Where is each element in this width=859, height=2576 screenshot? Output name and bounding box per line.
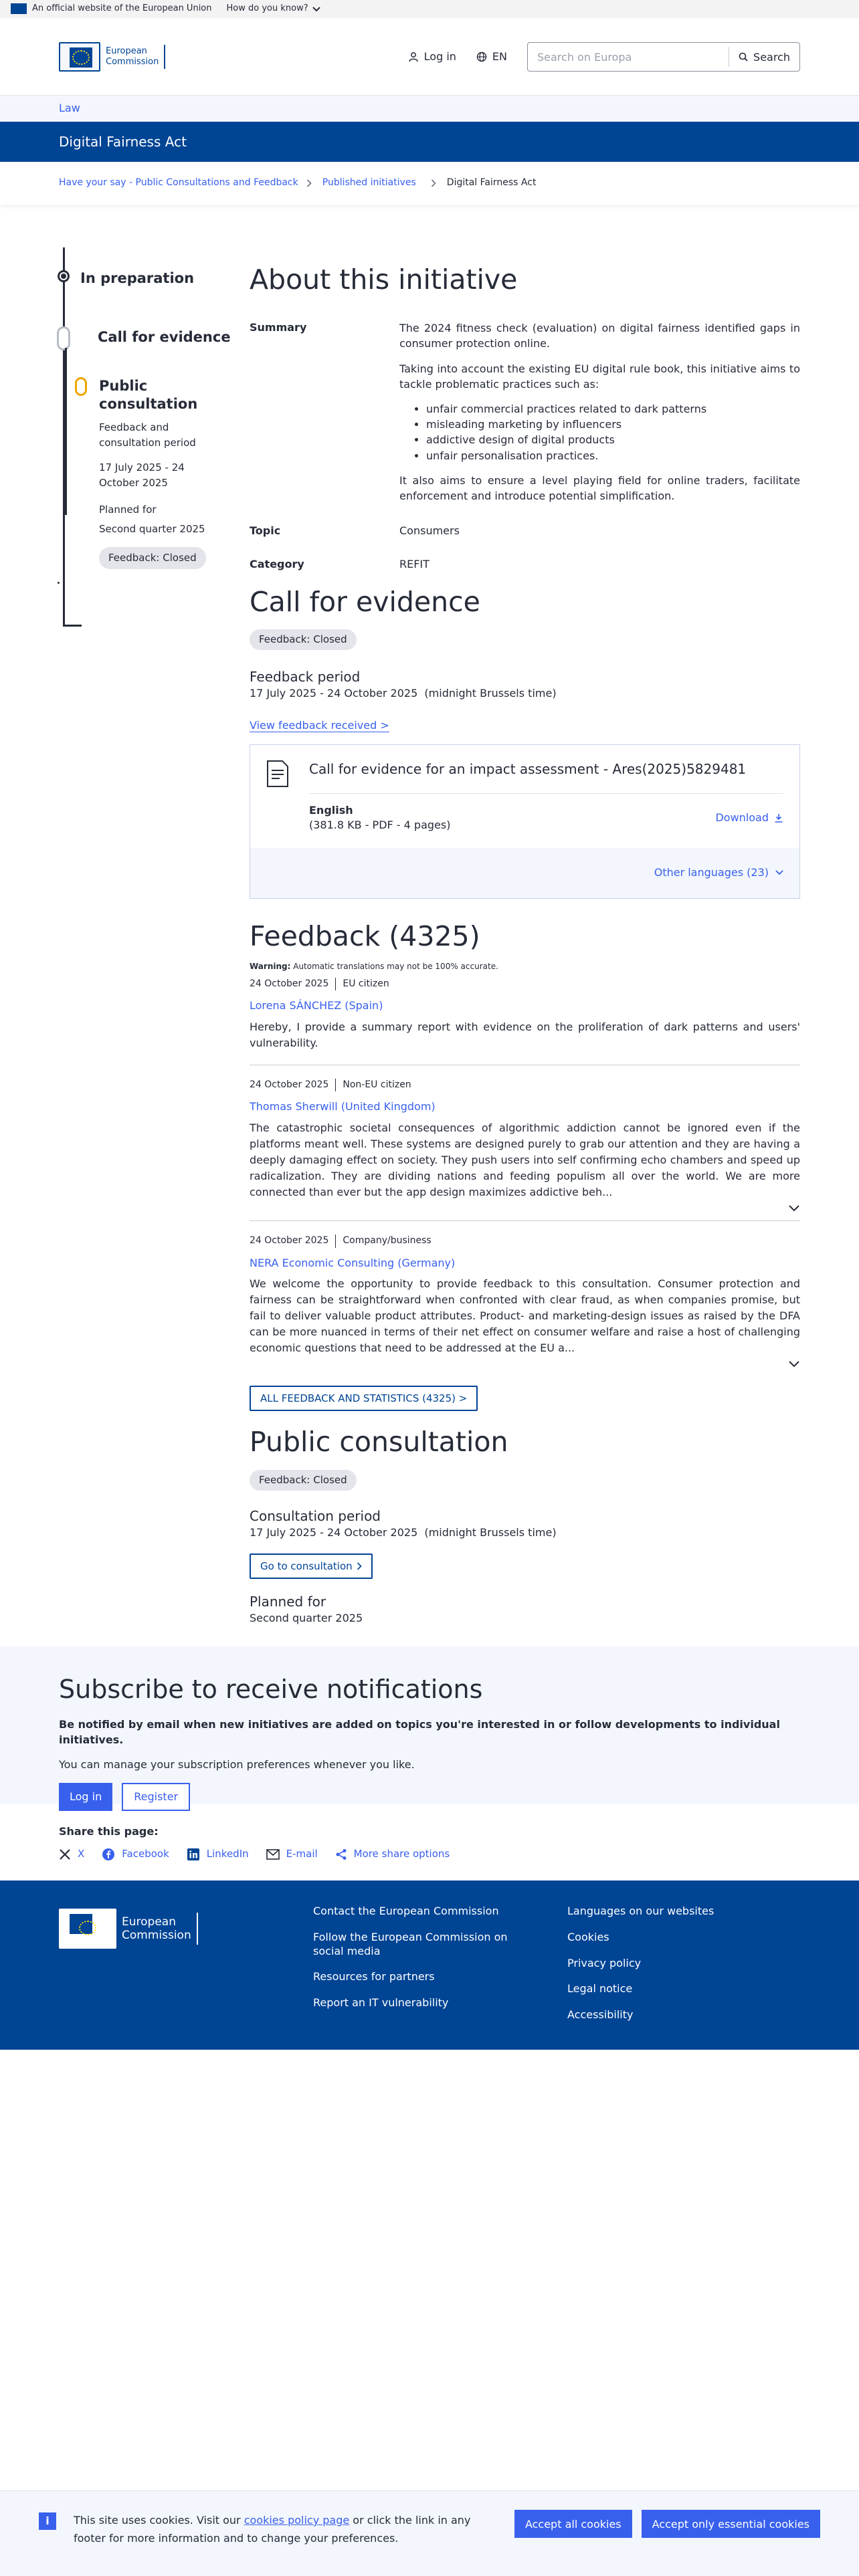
cookie-banner xyxy=(0,2490,859,2576)
feedback-date: 24 October 2025 xyxy=(250,1079,329,1090)
summary-value xyxy=(399,320,800,513)
timeline-small-dot xyxy=(58,582,60,584)
timeline-meta3-line1: Planned for xyxy=(99,504,157,516)
accept-all-cookies-button[interactable]: Accept all cookies xyxy=(514,2510,632,2538)
subscribe-heading: Subscribe to receive notifications xyxy=(59,1675,483,1704)
timeline-period-dates xyxy=(99,460,185,490)
summary-row xyxy=(250,320,800,513)
public-consultation-heading: Public consultation xyxy=(250,1426,508,1459)
download-link[interactable] xyxy=(715,811,783,825)
share-x-link[interactable] xyxy=(59,1847,84,1861)
consultation-period-value: 17 July 2025 - 24 October 2025 (midnight Brussels time) xyxy=(250,1525,557,1539)
go-to-consultation-wrap xyxy=(250,1553,800,1579)
timeline-dot-in-preparation-icon xyxy=(58,270,70,282)
footer-column-1 xyxy=(313,1905,541,2022)
summary-label: Summary xyxy=(250,321,307,334)
search-button-label: Search xyxy=(753,50,790,64)
warning-label: Warning: xyxy=(250,961,291,971)
timeline-status-badge-wrap xyxy=(99,547,206,569)
logo-text xyxy=(106,45,165,69)
feedback-author-wrap xyxy=(250,1256,800,1271)
share-section xyxy=(59,1824,450,1861)
share-linkedin-link[interactable] xyxy=(187,1847,249,1861)
cookie-text-2: or click the link in any footer for more information and to change your preferences. xyxy=(74,2514,471,2545)
feedback-item xyxy=(250,1079,800,1221)
feedback-period-value: 17 July 2025 - 24 October 2025 (midnight Brussels time) xyxy=(250,687,557,700)
search-box xyxy=(527,42,800,72)
info-icon: i xyxy=(39,2512,56,2530)
feedback-user-type: Company/business xyxy=(343,1235,432,1246)
call-for-evidence-heading: Call for evidence xyxy=(250,585,480,618)
category-value: REFIT xyxy=(399,558,430,571)
feedback-meta xyxy=(250,1235,800,1248)
official-site-bar xyxy=(0,0,859,18)
expand-chevron-icon[interactable] xyxy=(788,1204,800,1212)
site-header xyxy=(0,18,859,95)
subscribe-login-button[interactable]: Log in xyxy=(59,1783,112,1811)
footer-link[interactable]: Resources for partners xyxy=(313,1970,435,1983)
list-item: • addictive design of digital products xyxy=(426,432,800,447)
subscribe-sub: You can manage your subscription preferences whenever you like. xyxy=(59,1757,415,1771)
feedback-text: We welcome the opportunity to provide feedback to this consultation. Consumer protection and fairness can be straightforward when confronted with clear fraud, as when companies promise, but fail to deliver valuable product attributes. Product- and marketing-design issues as raised by the DFA can be more nuanced in terms of their net effect on consumer welfare and raise a host of challenging economic questions that need to be addressed at the EU a... xyxy=(250,1277,800,1354)
timeline-meta2-line1: 17 July 2025 - 24 xyxy=(99,461,185,473)
timeline-meta2-line2: October 2025 xyxy=(99,476,168,489)
status-badge: Feedback: Closed xyxy=(250,1470,357,1491)
footer-link[interactable]: Contact the European Commission xyxy=(313,1905,499,1917)
chevron-down-icon xyxy=(312,7,320,12)
all-feedback-button[interactable]: ALL FEEDBACK AND STATISTICS (4325) > xyxy=(250,1386,478,1411)
globe-icon xyxy=(476,51,487,62)
feedback-author-link[interactable]: Lorena SÁNCHEZ (Spain) xyxy=(250,999,383,1012)
all-feedback-wrap xyxy=(250,1386,800,1411)
official-eu-text: An official website of the European Union xyxy=(32,3,212,14)
share-facebook-label: Facebook xyxy=(122,1848,169,1860)
share-more-label: More share options xyxy=(353,1848,450,1860)
footer-link[interactable]: Cookies xyxy=(567,1930,609,1943)
feedback-author-wrap xyxy=(250,998,800,1013)
consultation-period-label: Consultation period xyxy=(250,1507,381,1524)
footer-link[interactable]: Report an IT vulnerability xyxy=(313,1996,449,2010)
subscribe-section xyxy=(0,1646,859,1804)
feedback-meta xyxy=(250,1079,800,1092)
other-languages-toggle[interactable] xyxy=(654,865,783,880)
share-email-link[interactable] xyxy=(266,1847,318,1861)
share-x-label: X xyxy=(78,1848,85,1860)
summary-paragraph-1: The 2024 fitness check (evaluation) on digital fairness identified gaps in consumer protection online. xyxy=(399,322,800,350)
feedback-item xyxy=(250,1235,800,1372)
go-to-consultation-button[interactable] xyxy=(250,1553,373,1579)
share-icon xyxy=(335,1848,347,1860)
expand-chevron-icon[interactable] xyxy=(788,1360,800,1368)
breadcrumb-item-published-initiatives[interactable]: Published initiatives xyxy=(322,177,416,189)
status-badge: Feedback: Closed xyxy=(99,547,206,569)
footer-link[interactable]: Accessibility xyxy=(567,2008,634,2022)
breadcrumb-item-have-your-say[interactable]: Have your say - Public Consultations and Feedback xyxy=(59,177,298,189)
login-link[interactable] xyxy=(408,49,456,64)
timeline-meta3-line2: Second quarter 2025 xyxy=(99,523,205,536)
footer-logo-line1: European xyxy=(122,1915,176,1929)
ec-logo-mark-icon xyxy=(59,1909,116,1949)
planned-for-label: Planned for xyxy=(250,1593,326,1610)
about-heading: About this initiative xyxy=(250,263,518,296)
document-file-icon xyxy=(266,760,293,833)
share-links xyxy=(59,1847,450,1861)
feedback-date: 24 October 2025 xyxy=(250,978,329,989)
other-languages-bar xyxy=(250,848,799,898)
timeline-step-call-for-evidence[interactable]: Call for evidence xyxy=(98,329,231,345)
cookie-message xyxy=(74,2511,488,2547)
breadcrumb-current: Digital Fairness Act xyxy=(446,177,537,189)
document-language-info xyxy=(309,803,450,833)
document-card xyxy=(250,744,800,899)
feedback-item xyxy=(250,978,800,1065)
footer-column-2 xyxy=(567,1905,795,2034)
topic-label: Topic xyxy=(250,524,281,538)
cookie-text-1: This site uses cookies. Visit our xyxy=(74,2514,244,2527)
timeline-planned-for xyxy=(99,500,205,540)
page-title: Digital Fairness Act xyxy=(59,134,187,150)
feedback-heading: Feedback (4325) xyxy=(250,920,480,952)
search-input[interactable] xyxy=(528,43,729,71)
expand-row xyxy=(250,1358,800,1372)
public-consultation-title-line2: consultation xyxy=(99,396,198,413)
feedback-meta xyxy=(250,978,800,991)
view-feedback-wrap xyxy=(250,718,800,733)
category-row xyxy=(250,557,800,572)
timeline-meta1-line2: consultation period xyxy=(99,436,196,449)
cookies-policy-link[interactable]: cookies policy page xyxy=(244,2514,350,2527)
footer-link[interactable]: Privacy policy xyxy=(567,1956,642,1969)
feedback-date: 24 October 2025 xyxy=(250,1235,329,1246)
expand-row xyxy=(250,1202,800,1216)
share-heading: Share this page: xyxy=(59,1825,159,1838)
warning-text: Automatic translations may not be 100% accurate. xyxy=(290,961,498,971)
list-item: • unfair commercial practices related to dark patterns xyxy=(426,401,800,417)
breadcrumb xyxy=(0,162,859,205)
feedback-text: Hereby, I provide a summary report with evidence on the proliferation of dark patterns and users' vulnerability. xyxy=(250,1020,800,1049)
law-link[interactable]: Law xyxy=(59,102,80,115)
summary-paragraph-2: Taking into account the existing EU digital rule book, this initiative aims to tackle problematic practices such as: xyxy=(399,362,800,391)
topic-value: Consumers xyxy=(399,524,460,538)
list-item: • unfair personalisation practices. xyxy=(426,448,800,463)
law-nav-bar xyxy=(0,95,859,122)
subscribe-register-button[interactable]: Register xyxy=(122,1783,190,1811)
site-footer xyxy=(0,1881,859,2050)
footer-logo[interactable] xyxy=(59,1910,198,1947)
document-main xyxy=(309,760,783,833)
feedback-user-type: Non-EU citizen xyxy=(343,1079,411,1090)
share-linkedin-label: LinkedIn xyxy=(206,1848,249,1860)
user-icon xyxy=(408,51,419,62)
share-email-label: E-mail xyxy=(286,1848,318,1860)
feedback-period-label: Feedback period xyxy=(250,669,361,685)
footer-link[interactable]: Follow the European Commission on social media xyxy=(313,1930,508,1957)
login-label: Log in xyxy=(423,49,456,63)
chevron-right-icon xyxy=(306,179,312,187)
accept-essential-cookies-button[interactable]: Accept only essential cookies xyxy=(642,2510,820,2538)
how-do-you-know-label: How do you know? xyxy=(226,3,308,14)
other-languages-label: Other languages (23) xyxy=(654,865,769,879)
feedback-author-link[interactable]: Thomas Sherwill (United Kingdom) xyxy=(250,1100,436,1113)
feedback-author-wrap xyxy=(250,1099,800,1114)
go-to-consultation-label: Go to consultation xyxy=(260,1560,353,1572)
chevron-down-icon xyxy=(775,870,783,875)
download-icon xyxy=(774,813,783,823)
eu-flag-icon xyxy=(11,3,27,14)
initiative-content xyxy=(250,263,800,1626)
how-do-you-know-toggle[interactable] xyxy=(227,3,320,15)
main-content xyxy=(0,205,859,1676)
official-eu-text-wrap xyxy=(11,3,212,15)
feedback-author-link[interactable]: NERA Economic Consulting (Germany) xyxy=(250,1256,456,1269)
language-label: EN xyxy=(492,49,507,63)
view-feedback-link[interactable]: View feedback received > xyxy=(250,719,389,732)
logo-line2: Commission xyxy=(106,56,159,67)
planned-for-value: Second quarter 2025 xyxy=(250,1611,363,1624)
category-label: Category xyxy=(250,558,304,571)
document-language: English xyxy=(309,803,353,817)
logo-line1: European xyxy=(106,45,147,56)
timeline-step-in-preparation[interactable]: In preparation xyxy=(80,270,195,286)
document-title: Call for evidence for an impact assessment - Ares(2025)5829481 xyxy=(309,760,783,794)
public-consultation-title-line1: Public xyxy=(99,378,148,394)
timeline-step-public-consultation[interactable] xyxy=(99,377,197,414)
subscribe-lead: Be notified by email when new initiatives are added on topics you're interested in or follow developments to individual initiatives. xyxy=(59,1718,780,1747)
chevron-right-icon xyxy=(357,1562,362,1570)
ec-logo-mark-icon xyxy=(59,42,100,72)
share-facebook-link[interactable] xyxy=(102,1847,169,1861)
footer-link[interactable]: Languages on our websites xyxy=(567,1905,714,1917)
search-button[interactable] xyxy=(729,47,799,67)
download-label: Download xyxy=(715,811,769,824)
topic-row xyxy=(250,524,800,538)
share-more-link[interactable] xyxy=(335,1847,450,1861)
footer-logo-text xyxy=(122,1913,198,1945)
facebook-icon xyxy=(102,1848,115,1861)
list-item: • misleading marketing by influencers xyxy=(426,417,800,432)
timeline-branch xyxy=(65,348,81,515)
page-title-bar xyxy=(0,122,859,162)
x-icon xyxy=(59,1848,71,1860)
search-icon xyxy=(739,52,748,62)
header-actions xyxy=(408,42,800,72)
feedback-text: The catastrophic societal consequences of algorithmic addiction cannot be ignored even if the platforms meant well. These systems are designed purely to grab our attention and they are having a deeply damaging effect on society. They push users into self confirming echo chambers and speed up radicalization. They are dividing nations and feeding populism all over the world. We are more connected than ever but the app design maximizes addictive beh... xyxy=(250,1121,800,1198)
summary-paragraph-3: It also aims to ensure a level playing field for online traders, facilitate enforcement and introduce potential simplification. xyxy=(399,473,800,502)
feedback-user-type: EU citizen xyxy=(343,978,389,989)
footer-logo-line2: Commission xyxy=(122,1929,191,1942)
language-selector[interactable] xyxy=(476,49,507,64)
linkedin-icon xyxy=(187,1848,200,1861)
document-language-row xyxy=(309,794,783,833)
document-size: (381.8 KB - PDF - 4 pages) xyxy=(309,819,451,832)
footer-link[interactable]: Legal notice xyxy=(567,1982,633,1996)
document-card-inner xyxy=(250,745,799,848)
email-icon xyxy=(266,1849,280,1860)
european-commission-logo[interactable] xyxy=(59,38,165,76)
status-badge: Feedback: Closed xyxy=(250,629,357,650)
timeline-feedback-period-label xyxy=(99,420,196,450)
timeline-foot xyxy=(63,625,82,627)
timeline-marker-call-for-evidence-icon xyxy=(57,326,70,350)
chevron-right-icon xyxy=(431,179,436,187)
translation-warning xyxy=(250,961,800,972)
timeline-meta1-line1: Feedback and xyxy=(99,421,169,433)
cookie-buttons xyxy=(514,2510,820,2538)
summary-bullet-list xyxy=(426,401,800,463)
